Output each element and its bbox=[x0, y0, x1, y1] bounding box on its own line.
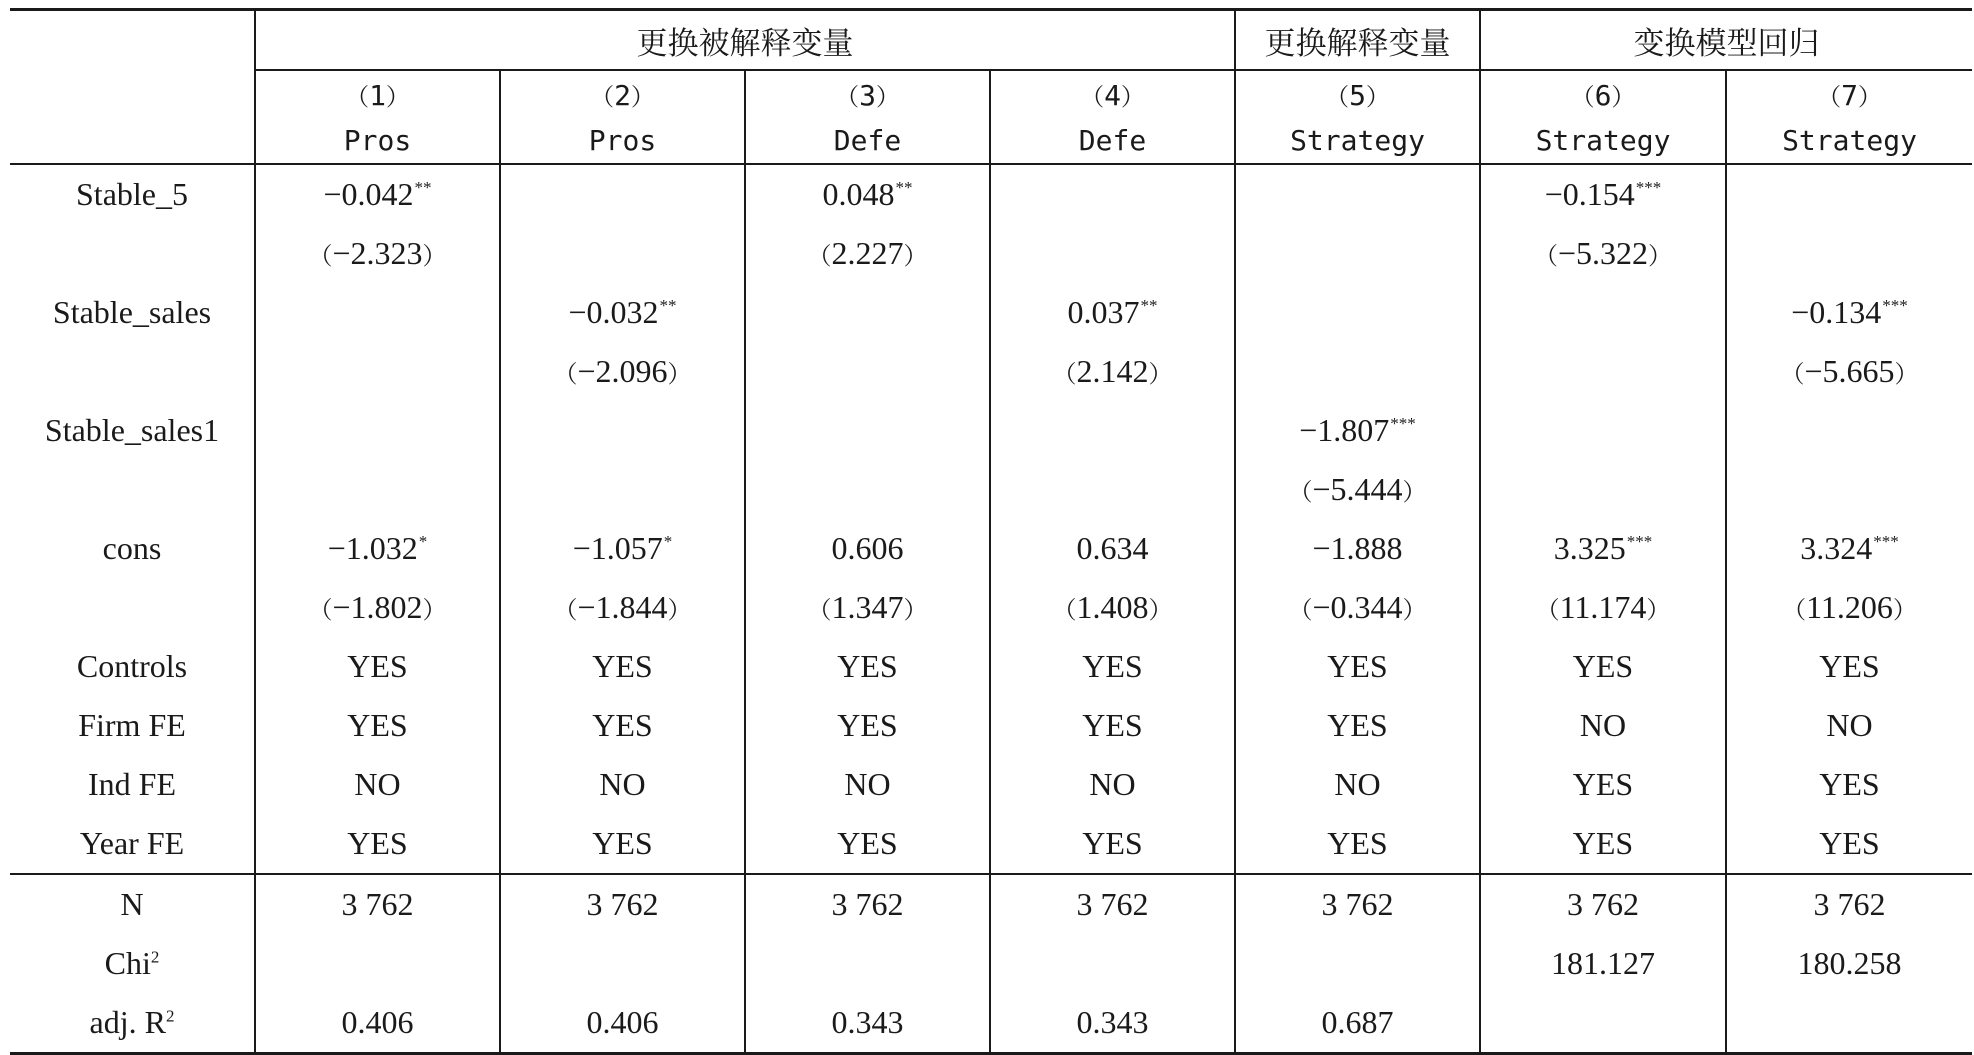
significance-stars: *** bbox=[1626, 532, 1653, 552]
column-variable-cell: Pros bbox=[255, 117, 500, 164]
column-number: （ 6 ） bbox=[1571, 79, 1636, 112]
statistic-cell: 3 762 bbox=[1726, 874, 1972, 934]
fixed-effect-row bbox=[10, 696, 1972, 755]
row-label: Stable_sales bbox=[52, 294, 212, 330]
t-stat-value: （ −0.344 ） bbox=[1288, 589, 1426, 625]
row-label: Ind FE bbox=[88, 766, 176, 802]
column-number-cell bbox=[745, 70, 990, 117]
t-stat-value: （ −1.844 ） bbox=[553, 589, 691, 625]
statistic-cell: 3 762 bbox=[745, 874, 990, 934]
t-stat-cell bbox=[990, 224, 1235, 283]
statistic-cell: 3 762 bbox=[1480, 874, 1726, 934]
column-number: （ 4 ） bbox=[1080, 79, 1145, 112]
t-stat-cell bbox=[745, 460, 990, 519]
fixed-effect-cell: YES bbox=[990, 814, 1235, 874]
t-stat-cell bbox=[255, 578, 500, 637]
coef-cell bbox=[1480, 283, 1726, 342]
column-variable-cell: Defe bbox=[990, 117, 1235, 164]
row-label bbox=[10, 934, 255, 993]
significance-stars: *** bbox=[1873, 532, 1899, 552]
row-label-empty bbox=[10, 460, 255, 519]
statistic-label: N bbox=[120, 886, 144, 922]
t-stat-cell bbox=[1726, 460, 1972, 519]
coef-cell bbox=[1235, 401, 1480, 460]
t-stat-cell bbox=[1235, 342, 1480, 401]
statistic-cell bbox=[255, 934, 500, 993]
row-label-empty bbox=[10, 342, 255, 401]
coef-cell bbox=[1726, 283, 1972, 342]
statistic-row bbox=[10, 874, 1972, 934]
row-label bbox=[10, 874, 255, 934]
column-variable-row bbox=[10, 117, 1972, 164]
fixed-effect-row bbox=[10, 755, 1972, 814]
t-stat-row bbox=[10, 578, 1972, 637]
t-stat-cell bbox=[990, 578, 1235, 637]
t-stat-cell bbox=[255, 224, 500, 283]
row-label bbox=[10, 993, 255, 1054]
fixed-effect-row bbox=[10, 814, 1972, 874]
t-stat-cell bbox=[745, 578, 990, 637]
t-stat-value: （ 11.206 ） bbox=[1782, 589, 1917, 625]
t-stat-value: （ 11.174 ） bbox=[1536, 589, 1671, 625]
coef-cell bbox=[255, 401, 500, 460]
coef-cell bbox=[255, 164, 500, 224]
statistic-cell bbox=[1726, 993, 1972, 1054]
t-stat-cell bbox=[500, 578, 745, 637]
column-number: （ 3 ） bbox=[835, 79, 900, 112]
column-number: （ 7 ） bbox=[1817, 79, 1882, 112]
t-stat-row bbox=[10, 224, 1972, 283]
statistic-cell: 0.687 bbox=[1235, 993, 1480, 1054]
column-variable-cell: Defe bbox=[745, 117, 990, 164]
statistic-row bbox=[10, 934, 1972, 993]
column-number: （ 1 ） bbox=[345, 79, 410, 112]
fixed-effect-cell: YES bbox=[1726, 814, 1972, 874]
significance-stars: *** bbox=[1882, 296, 1908, 316]
t-stat-cell bbox=[500, 460, 745, 519]
statistic-cell: 3 762 bbox=[1235, 874, 1480, 934]
column-number-cell bbox=[500, 70, 745, 117]
t-stat-value: （ 1.347 ） bbox=[808, 589, 928, 625]
statistic-cell bbox=[1480, 993, 1726, 1054]
coef-value: −0.134 bbox=[1791, 294, 1882, 330]
fixed-effect-cell: YES bbox=[1235, 814, 1480, 874]
t-stat-value: （ −5.444 ） bbox=[1288, 471, 1426, 507]
coef-cell bbox=[1480, 401, 1726, 460]
regression-table bbox=[10, 8, 1972, 1055]
column-variable-cell: Strategy bbox=[1726, 117, 1972, 164]
superscript: 2 bbox=[165, 1006, 175, 1026]
coef-value: 3.325 bbox=[1553, 530, 1626, 566]
t-stat-cell bbox=[990, 342, 1235, 401]
group-header-independent: 更换解释变量 bbox=[1235, 10, 1480, 71]
t-stat-value: （ −5.322 ） bbox=[1534, 235, 1672, 271]
superscript: 2 bbox=[150, 947, 160, 967]
t-stat-cell bbox=[1726, 342, 1972, 401]
stub-empty-cell bbox=[10, 117, 255, 164]
stub-header-cell bbox=[10, 10, 255, 71]
statistic-cell bbox=[1235, 934, 1480, 993]
row-label: Year FE bbox=[10, 814, 255, 874]
coef-row bbox=[10, 401, 1972, 460]
t-stat-value: （ −2.096 ） bbox=[553, 353, 691, 389]
t-stat-cell bbox=[1480, 578, 1726, 637]
significance-stars: ** bbox=[414, 178, 432, 198]
statistic-cell bbox=[745, 934, 990, 993]
significance-stars: * bbox=[418, 532, 428, 552]
t-stat-cell bbox=[1480, 460, 1726, 519]
coef-value: −0.032 bbox=[568, 294, 659, 330]
statistic-cell: 0.406 bbox=[500, 993, 745, 1054]
coef-cell bbox=[745, 401, 990, 460]
coef-cell bbox=[1726, 401, 1972, 460]
t-stat-value: （ 1.408 ） bbox=[1053, 589, 1173, 625]
coef-cell bbox=[500, 164, 745, 224]
fixed-effect-cell: NO bbox=[1235, 755, 1480, 814]
fixed-effect-cell: YES bbox=[1480, 814, 1726, 874]
fixed-effect-row bbox=[10, 637, 1972, 696]
t-stat-value: （ −5.665 ） bbox=[1780, 353, 1918, 389]
fixed-effect-cell: NO bbox=[990, 755, 1235, 814]
coef-value: −1.057 bbox=[572, 530, 663, 566]
t-stat-row bbox=[10, 342, 1972, 401]
column-number: （ 5 ） bbox=[1325, 79, 1390, 112]
row-label: cons bbox=[102, 530, 162, 566]
coef-cell bbox=[745, 519, 990, 578]
t-stat-cell bbox=[1235, 460, 1480, 519]
t-stat-cell bbox=[990, 460, 1235, 519]
row-label-empty bbox=[10, 578, 255, 637]
coef-row bbox=[10, 519, 1972, 578]
significance-stars: ** bbox=[895, 178, 913, 198]
coef-cell bbox=[500, 519, 745, 578]
coef-cell bbox=[990, 401, 1235, 460]
coef-cell bbox=[1235, 164, 1480, 224]
row-label: Stable_5 bbox=[76, 176, 188, 212]
column-number-row bbox=[10, 70, 1972, 117]
fixed-effect-cell: YES bbox=[1235, 696, 1480, 755]
fixed-effect-cell: NO bbox=[255, 755, 500, 814]
fixed-effect-cell: NO bbox=[745, 755, 990, 814]
coef-value: −0.154 bbox=[1544, 176, 1635, 212]
fixed-effect-cell: YES bbox=[745, 814, 990, 874]
t-stat-cell bbox=[745, 342, 990, 401]
statistic-cell: 0.343 bbox=[990, 993, 1235, 1054]
coef-cell bbox=[990, 164, 1235, 224]
t-stat-cell bbox=[1235, 224, 1480, 283]
fixed-effect-cell: YES bbox=[255, 637, 500, 696]
statistic-row bbox=[10, 993, 1972, 1054]
fixed-effect-cell: NO bbox=[1480, 696, 1726, 755]
row-label-empty bbox=[10, 224, 255, 283]
coef-value: 0.634 bbox=[1076, 530, 1149, 566]
coef-cell bbox=[1726, 519, 1972, 578]
column-number: （ 2 ） bbox=[590, 79, 655, 112]
significance-stars: *** bbox=[1635, 178, 1662, 198]
coef-value: 0.606 bbox=[831, 530, 904, 566]
t-stat-value: （ 2.227 ） bbox=[808, 235, 928, 271]
column-number-cell bbox=[990, 70, 1235, 117]
fixed-effect-cell: YES bbox=[255, 814, 500, 874]
coef-cell bbox=[1235, 519, 1480, 578]
coef-row bbox=[10, 283, 1972, 342]
t-stat-cell bbox=[745, 224, 990, 283]
fixed-effect-cell: YES bbox=[1726, 637, 1972, 696]
statistic-cell: 3 762 bbox=[255, 874, 500, 934]
coef-value: −1.807 bbox=[1299, 412, 1390, 448]
statistic-label: Chi bbox=[104, 945, 151, 981]
column-variable-cell: Pros bbox=[500, 117, 745, 164]
stub-empty-cell bbox=[10, 70, 255, 117]
coef-cell bbox=[255, 519, 500, 578]
fixed-effect-cell: YES bbox=[990, 637, 1235, 696]
t-stat-cell bbox=[1726, 224, 1972, 283]
fixed-effect-cell: YES bbox=[745, 637, 990, 696]
coef-cell bbox=[1726, 164, 1972, 224]
coef-value: −1.032 bbox=[327, 530, 418, 566]
fixed-effect-cell: YES bbox=[500, 637, 745, 696]
coef-cell bbox=[500, 283, 745, 342]
coef-cell bbox=[1480, 164, 1726, 224]
t-stat-row bbox=[10, 460, 1972, 519]
statistic-label: adj. R bbox=[89, 1004, 166, 1040]
coef-cell bbox=[1480, 519, 1726, 578]
t-stat-value: （ 2.142 ） bbox=[1053, 353, 1173, 389]
fixed-effect-cell: YES bbox=[1235, 637, 1480, 696]
coef-cell bbox=[990, 519, 1235, 578]
coef-cell bbox=[255, 283, 500, 342]
significance-stars: *** bbox=[1390, 414, 1416, 434]
statistic-cell bbox=[990, 934, 1235, 993]
t-stat-cell bbox=[500, 224, 745, 283]
group-header-model: 变换模型回归 bbox=[1480, 10, 1972, 71]
coefficient-section bbox=[10, 164, 1972, 874]
fixed-effect-cell: YES bbox=[500, 696, 745, 755]
coef-value: 3.324 bbox=[1800, 530, 1873, 566]
fixed-effect-cell: YES bbox=[500, 814, 745, 874]
t-stat-cell bbox=[1480, 342, 1726, 401]
significance-stars: ** bbox=[659, 296, 677, 316]
statistic-cell: 3 762 bbox=[500, 874, 745, 934]
statistic-cell: 180.258 bbox=[1726, 934, 1972, 993]
significance-stars: ** bbox=[1140, 296, 1158, 316]
row-label: Firm FE bbox=[78, 707, 186, 743]
statistic-cell: 0.343 bbox=[745, 993, 990, 1054]
coef-value: −0.042 bbox=[323, 176, 414, 212]
coef-cell bbox=[745, 164, 990, 224]
fixed-effect-cell: YES bbox=[1480, 637, 1726, 696]
t-stat-cell bbox=[1480, 224, 1726, 283]
fixed-effect-cell: YES bbox=[1726, 755, 1972, 814]
coef-cell bbox=[500, 401, 745, 460]
fixed-effect-cell: NO bbox=[1726, 696, 1972, 755]
t-stat-value: （ −1.802 ） bbox=[308, 589, 446, 625]
row-label: Controls bbox=[76, 648, 188, 684]
column-number-cell bbox=[1235, 70, 1480, 117]
coef-cell bbox=[1235, 283, 1480, 342]
fixed-effect-cell: YES bbox=[990, 696, 1235, 755]
t-stat-cell bbox=[1726, 578, 1972, 637]
coef-value: 0.037 bbox=[1067, 294, 1140, 330]
fixed-effect-cell: YES bbox=[255, 696, 500, 755]
row-label: Stable_sales1 bbox=[44, 412, 220, 448]
t-stat-cell bbox=[255, 460, 500, 519]
coef-row bbox=[10, 164, 1972, 224]
coef-cell bbox=[990, 283, 1235, 342]
coef-value: −1.888 bbox=[1312, 530, 1403, 566]
t-stat-cell bbox=[500, 342, 745, 401]
group-header-dependent: 更换被解释变量 bbox=[255, 10, 1235, 71]
fixed-effect-cell: YES bbox=[1480, 755, 1726, 814]
fixed-effect-cell: YES bbox=[745, 696, 990, 755]
column-number-cell bbox=[255, 70, 500, 117]
statistic-cell: 181.127 bbox=[1480, 934, 1726, 993]
significance-stars: * bbox=[663, 532, 673, 552]
column-number-cell bbox=[1480, 70, 1726, 117]
t-stat-cell bbox=[1235, 578, 1480, 637]
column-number-cell bbox=[1726, 70, 1972, 117]
statistics-section bbox=[10, 874, 1972, 1054]
t-stat-value: （ −2.323 ） bbox=[308, 235, 446, 271]
statistic-cell: 0.406 bbox=[255, 993, 500, 1054]
column-variable-cell: Strategy bbox=[1235, 117, 1480, 164]
coef-cell bbox=[745, 283, 990, 342]
t-stat-cell bbox=[255, 342, 500, 401]
coef-value: 0.048 bbox=[822, 176, 895, 212]
statistic-cell: 3 762 bbox=[990, 874, 1235, 934]
statistic-cell bbox=[500, 934, 745, 993]
fixed-effect-cell: NO bbox=[500, 755, 745, 814]
column-variable-cell: Strategy bbox=[1480, 117, 1726, 164]
